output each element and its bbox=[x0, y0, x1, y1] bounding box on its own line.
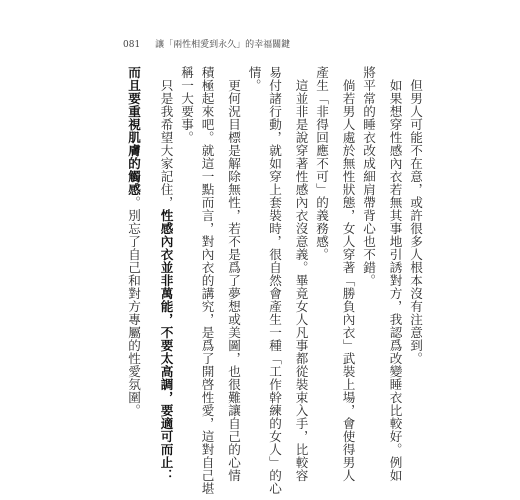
body-text: 積極起來吧。就這一點而言，對內衣的講究，是爲了開啓性愛，這對自己堪 bbox=[199, 66, 215, 495]
text-column bbox=[384, 66, 405, 482]
body-text: 將平常的睡衣改成細肩帶背心也不錯。 bbox=[361, 66, 376, 287]
text-column bbox=[176, 66, 197, 416]
body-text: 。別忘了自己和對方專屬的性愛氛圍。 bbox=[126, 196, 141, 417]
text-column bbox=[155, 66, 176, 482]
running-title: 讓「兩性相愛到永久」的幸福關鍵 bbox=[155, 40, 291, 50]
text-column bbox=[358, 66, 379, 416]
text-column bbox=[243, 66, 264, 416]
text-column bbox=[311, 66, 332, 416]
body-text: 情。 bbox=[246, 66, 262, 92]
body-text: 但男人可能不在意，或許很多人根本沒有注意到。 bbox=[408, 78, 423, 365]
text-column bbox=[123, 66, 144, 416]
body-text: 易付諸行動，就如穿上套裝時，很自然會產生一種「工作幹練的女人」的心 bbox=[267, 66, 282, 495]
vertical-text-body bbox=[123, 66, 426, 495]
text-column bbox=[405, 66, 426, 429]
text-column bbox=[290, 66, 311, 482]
text-column bbox=[337, 66, 358, 482]
body-text: 產生「非得回應不可」的義務感。 bbox=[314, 66, 329, 261]
body-text: 更何況目標是解除無性，若不是爲了夢想或美圖，也很難讓自己的心情 bbox=[226, 78, 241, 482]
text-column bbox=[196, 66, 217, 495]
body-text: 倘若男人處於無性狀態，女人穿著「勝負內衣」武裝上場，會使得男人 bbox=[340, 78, 356, 482]
running-header bbox=[123, 40, 290, 51]
text-column bbox=[264, 66, 285, 495]
body-text: 這並非是說穿著性感內衣沒意義。畢竟女人凡事都從裝束入手，比較容 bbox=[293, 78, 309, 482]
body-text: 只是我希望大家記住， bbox=[158, 78, 174, 209]
emphasis-text: 而且要重視肌膚的觸感 bbox=[126, 66, 141, 196]
body-text: 稱一大要事。 bbox=[179, 66, 194, 144]
page-number: 081 bbox=[123, 40, 141, 50]
emphasis-text: 性感內衣並非萬能，不要太高調，要適可而止： bbox=[158, 208, 174, 482]
text-column bbox=[223, 66, 244, 482]
body-text: 如果想穿性感內衣若無其事地引誘對方，我認爲改變睡衣比較好。例如 bbox=[387, 78, 403, 482]
